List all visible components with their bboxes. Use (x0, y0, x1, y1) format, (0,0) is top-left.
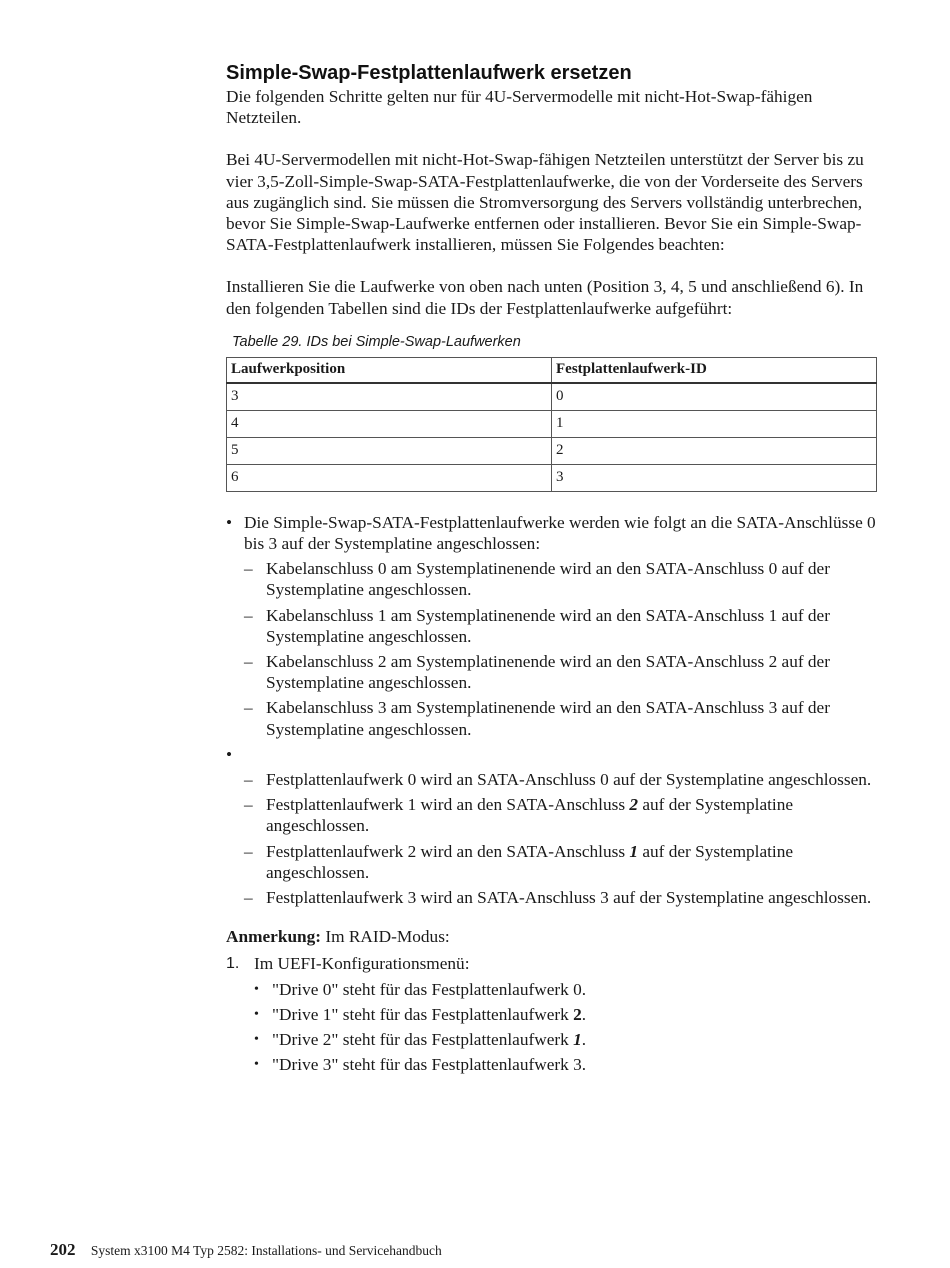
sublist (244, 558, 878, 740)
install-order-paragraph: Installieren Sie die Laufwerke von oben nach unten (Position 3, 4, 5 und anschließend 6). In den folgenden Tabellen sind die IDs der Festplattenlaufwerke aufgeführt: (226, 277, 864, 318)
step-item (226, 953, 878, 1075)
dash-icon: – (244, 841, 253, 861)
emphasis: 2 (573, 1004, 582, 1024)
sublist-item-text: Kabelanschluss 3 am Systemplatinenende wird an den SATA-Anschluss 3 auf der Systemplatine angeschlossen. (266, 698, 830, 739)
list-item-text: "Drive 0" steht für das Festplattenlaufwerk 0. (272, 979, 587, 999)
list-item-text: . (581, 1004, 587, 1024)
dash-icon: – (244, 652, 253, 672)
sublist-item (244, 697, 878, 739)
table-row (227, 464, 877, 491)
list-item (226, 744, 878, 908)
page-content (226, 60, 878, 1080)
list-item-text: "Drive 1" steht für das Festplattenlaufwerk (272, 1004, 574, 1024)
list-item (254, 1054, 878, 1075)
bullet-icon: • (254, 981, 259, 997)
sublist-item-text: Festplattenlaufwerk 2 wird an den SATA-Anschluss (266, 841, 630, 861)
dash-icon: – (244, 770, 253, 790)
sublist-item-text: Kabelanschluss 0 am Systemplatinenende wird an den SATA-Anschluss 0 auf der Systemplatine angeschlossen. (266, 559, 830, 600)
sublist-item-text: Festplattenlaufwerk 1 wird an den SATA-Anschluss (266, 795, 630, 815)
table-cell: 0 (552, 383, 877, 411)
sublist-item (244, 605, 878, 647)
table-caption: Tabelle 29. IDs bei Simple-Swap-Laufwerken (232, 333, 521, 350)
bullet-icon: • (254, 1006, 259, 1022)
step-text: Im UEFI-Konfigurationsmenü: (254, 954, 470, 974)
table-row (227, 383, 877, 411)
sublist-item (244, 769, 878, 790)
emphasis: 2 (629, 795, 639, 815)
dash-icon: – (244, 605, 253, 625)
list-item-text: Die Simple-Swap-SATA-Festplattenlaufwerke werden wie folgt an die SATA-Anschlüsse 0 bis 3 auf der Systemplatine angeschlossen: (244, 512, 876, 554)
emphasis: 1 (573, 1030, 582, 1050)
page-number: 202 (50, 1240, 76, 1259)
sublist-item (244, 651, 878, 693)
bullet-icon: • (254, 1032, 259, 1048)
table-cell: 3 (552, 464, 877, 491)
table-cell: 4 (227, 410, 552, 437)
intro-paragraph: Die folgenden Schritte gelten nur für 4U-Servermodelle mit nicht-Hot-Swap-fähigen Netzteilen. (226, 87, 813, 128)
sublist-item-text: auf der Systemplatine angeschlossen. (266, 795, 794, 836)
sublist-item (244, 887, 878, 908)
bullet-icon: • (226, 744, 233, 764)
sublist-item-text: auf der Systemplatine angeschlossen. (266, 841, 794, 882)
list-item-text: "Drive 2" steht für das Festplattenlaufwerk (272, 1030, 574, 1050)
sublist-item-text: Festplattenlaufwerk 3 wird an SATA-Anschluss 3 auf der Systemplatine angeschlossen. (266, 888, 872, 908)
table-header-row (227, 357, 877, 383)
bullet-icon: • (254, 1057, 259, 1073)
note-paragraph (226, 926, 878, 947)
section-heading: Simple-Swap-Festplattenlaufwerk ersetzen (226, 62, 632, 84)
table-cell: 5 (227, 437, 552, 464)
sublist-item-text: Kabelanschluss 1 am Systemplatinenende wird an den SATA-Anschluss 1 auf der Systemplatine angeschlossen. (266, 605, 830, 646)
sublist-item-text: Festplattenlaufwerk 0 wird an SATA-Anschluss 0 auf der Systemplatine angeschlossen. (266, 770, 872, 790)
drive-id-table (226, 357, 877, 492)
note-label: Anmerkung: (226, 927, 322, 947)
sublist (244, 769, 878, 908)
note-text: Im RAID-Modus: (325, 927, 450, 947)
emphasis: 1 (629, 841, 639, 861)
table-row (227, 410, 877, 437)
dash-icon: – (244, 795, 253, 815)
description-paragraph: Bei 4U-Servermodellen mit nicht-Hot-Swap-fähigen Netzteilen unterstützt der Server bis zu vier 3,5-Zoll-Simple-Swap-SATA-Festplattenlaufwerke, die von der Vorderseite des Servers aus zugänglich sind. Sie müssen die Stromversorgung des Servers vollständig unterbrechen, bevor Sie Simple-Swap-Laufwerke entfernen oder installieren. Bevor Sie ein Simple-Swap-SATA-Festplattenlaufwerk installieren, müssen Sie Folgendes beachten: (226, 150, 864, 255)
page-footer (50, 1240, 442, 1260)
sublist-item (244, 841, 878, 883)
list-item (254, 1004, 878, 1025)
table-cell: 1 (552, 410, 877, 437)
table-cell: 6 (227, 464, 552, 491)
list-item (226, 512, 878, 740)
footer-title: System x3100 M4 Typ 2582: Installations- und Servicehandbuch (90, 1243, 442, 1258)
dash-icon: – (244, 888, 253, 908)
requirements-list (226, 512, 878, 908)
sublist-item (244, 794, 878, 836)
drive-mapping-list (254, 979, 878, 1076)
step-number: 1. (226, 955, 240, 973)
column-header: Festplattenlaufwerk-ID (552, 357, 877, 383)
dash-icon: – (244, 698, 253, 718)
list-item-text: . (581, 1030, 587, 1050)
list-item (254, 979, 878, 1000)
table-cell: 3 (227, 383, 552, 411)
table-row (227, 437, 877, 464)
list-item (254, 1029, 878, 1050)
bullet-icon: • (226, 512, 233, 532)
dash-icon: – (244, 559, 253, 579)
column-header: Laufwerkposition (227, 357, 552, 383)
sublist-item-text: Kabelanschluss 2 am Systemplatinenende wird an den SATA-Anschluss 2 auf der Systemplatine angeschlossen. (266, 652, 830, 693)
raid-steps-list (226, 953, 878, 1075)
sublist-item (244, 558, 878, 600)
table-cell: 2 (552, 437, 877, 464)
list-item-text: "Drive 3" steht für das Festplattenlaufwerk 3. (272, 1055, 587, 1075)
